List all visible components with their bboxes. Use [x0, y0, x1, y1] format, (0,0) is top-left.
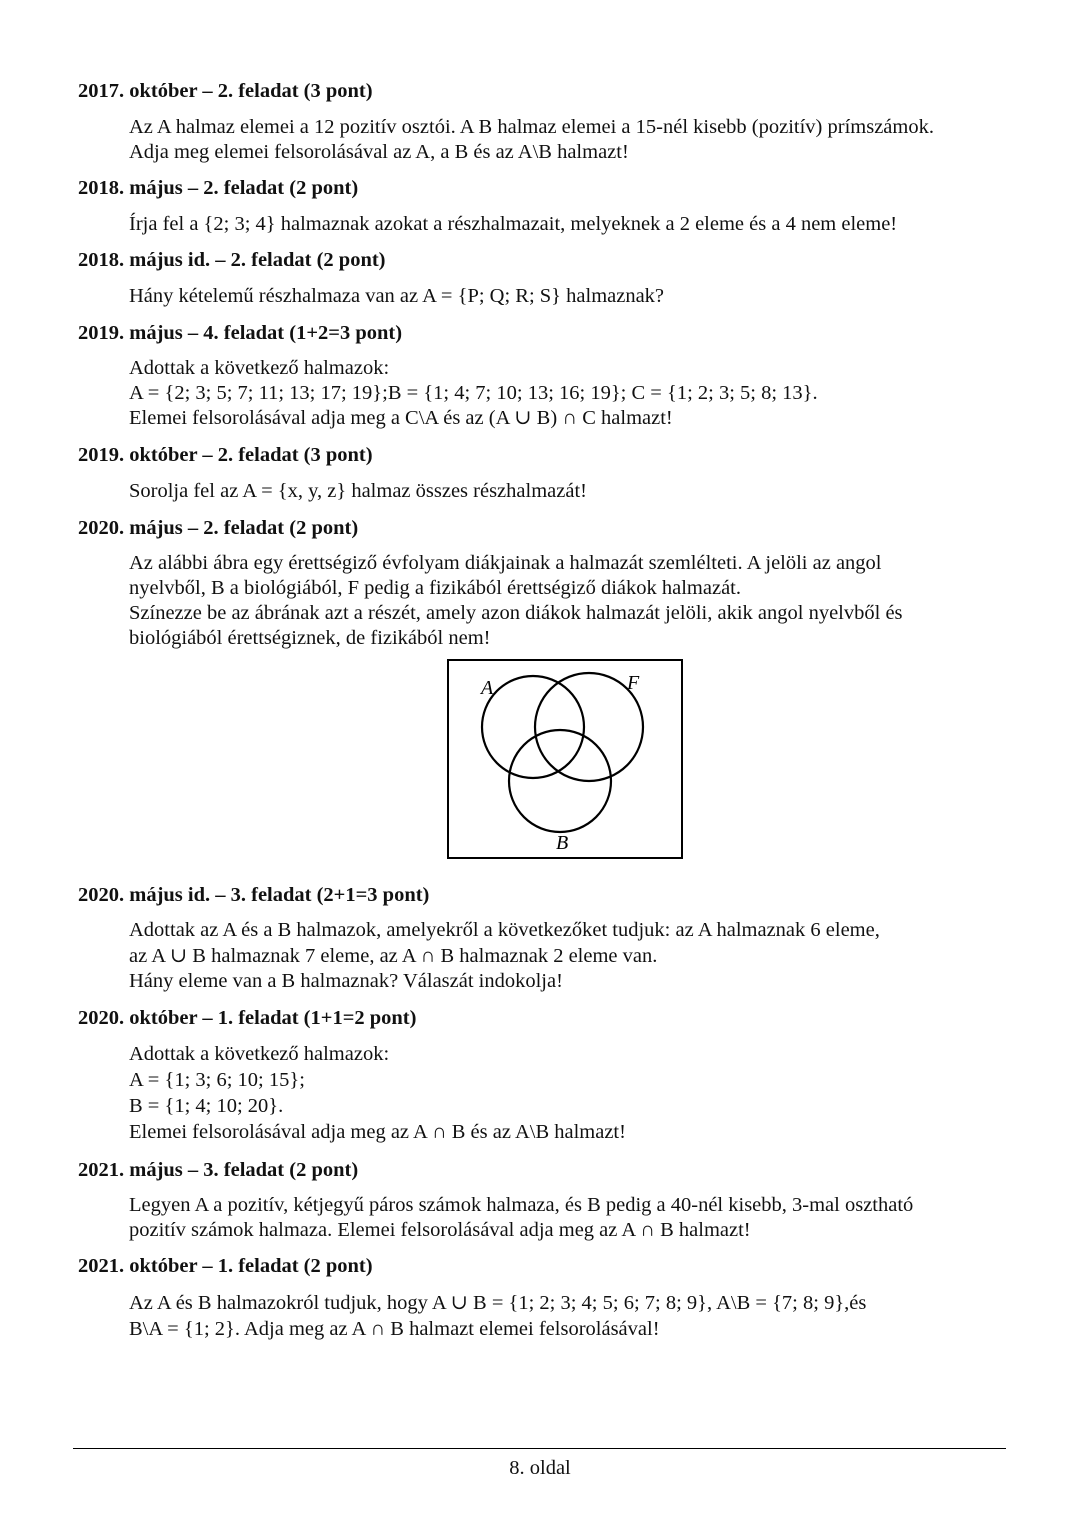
task-text-line: Hány eleme van a B halmaznak? Válaszát indokolja!: [129, 970, 563, 992]
task-text-line: B = {1; 4; 10; 20}.: [129, 1095, 284, 1117]
task-text-line: A = {1; 3; 6; 10; 15};: [129, 1069, 305, 1091]
task-text-line: Elemei felsorolásával adja meg az A ∩ B és az A\B halmazt!: [129, 1121, 626, 1143]
task-heading: 2019. október – 2. feladat (3 pont): [78, 444, 373, 466]
task-text-line: Az alábbi ábra egy érettségiző évfolyam diákjainak a halmazát szemlélteti. A jelöli az angol: [129, 552, 882, 574]
task-heading: 2020. május – 2. feladat (2 pont): [78, 517, 359, 539]
task-text-line: Sorolja fel az A = {x, y, z} halmaz összes részhalmazát!: [129, 480, 587, 502]
venn-diagram: [447, 659, 683, 859]
task-heading: 2020. október – 1. feladat (1+1=2 pont): [78, 1007, 417, 1029]
task-text-line: Adottak az A és a B halmazok, amelyekről a következőket tudjuk: az A halmaznak 6 eleme,: [129, 919, 880, 941]
task-text-line: Az A és B halmazokról tudjuk, hogy A ∪ B = {1; 2; 3; 4; 5; 6; 7; 8; 9}, A\B = {7; 8; 9},és: [129, 1292, 867, 1314]
task-text-line: Adottak a következő halmazok:: [129, 357, 390, 379]
task-text-line: Hány kételemű részhalmaza van az A = {P; Q; R; S} halmaznak?: [129, 285, 665, 307]
task-heading: 2017. október – 2. feladat (3 pont): [78, 80, 373, 102]
page-number: 8. oldal: [509, 1457, 571, 1479]
task-text-line: Adottak a következő halmazok:: [129, 1043, 390, 1065]
task-heading: 2021. október – 1. feladat (2 pont): [78, 1255, 373, 1277]
footer-rule: [73, 1448, 1006, 1449]
task-text-line: az A ∪ B halmaznak 7 eleme, az A ∩ B halmaznak 2 eleme van.: [129, 945, 658, 967]
venn-label-b: B: [556, 832, 569, 854]
task-text-line: Adja meg elemei felsorolásával az A, a B és az A\B halmazt!: [129, 141, 629, 163]
task-text-line: nyelvből, B a biológiából, F pedig a fizikából érettségiző diákok halmazát.: [129, 577, 741, 599]
task-heading: 2019. május – 4. feladat (1+2=3 pont): [78, 322, 403, 344]
task-heading: 2018. május id. – 2. feladat (2 pont): [78, 249, 386, 271]
task-text-line: Legyen A a pozitív, kétjegyű páros számok halmaza, és B pedig a 40-nél kisebb, 3-mal osztható: [129, 1194, 914, 1216]
task-text-line: pozitív számok halmaza. Elemei felsorolásával adja meg az A ∩ B halmazt!: [129, 1219, 751, 1241]
task-heading: 2021. május – 3. feladat (2 pont): [78, 1159, 359, 1181]
task-heading: 2020. május id. – 3. feladat (2+1=3 pont): [78, 884, 430, 906]
task-text-line: biológiából érettségiznek, de fizikából nem!: [129, 627, 491, 649]
venn-label-a: A: [481, 677, 494, 699]
venn-label-f: F: [627, 672, 640, 694]
task-text-line: A = {2; 3; 5; 7; 11; 13; 17; 19};B = {1; 4; 7; 10; 13; 16; 19}; C = {1; 2; 3; 5; 8; 13}.: [129, 382, 818, 404]
venn-circle-a: [482, 676, 584, 778]
task-text-line: Írja fel a {2; 3; 4} halmaznak azokat a részhalmazait, melyeknek a 2 eleme és a 4 nem eleme!: [129, 213, 898, 235]
task-text-line: Elemei felsorolásával adja meg a C\A és az (A ∪ B) ∩ C halmazt!: [129, 407, 673, 429]
task-text-line: Színezze be az ábrának azt a részét, amely azon diákok halmazát jelöli, akik angol nyelvből és: [129, 602, 903, 624]
task-text-line: B\A = {1; 2}. Adja meg az A ∩ B halmazt elemei felsorolásával!: [129, 1318, 660, 1340]
task-text-line: Az A halmaz elemei a 12 pozitív osztói. A B halmaz elemei a 15-nél kisebb (pozitív) prímszámok.: [129, 116, 934, 138]
task-heading: 2018. május – 2. feladat (2 pont): [78, 177, 359, 199]
